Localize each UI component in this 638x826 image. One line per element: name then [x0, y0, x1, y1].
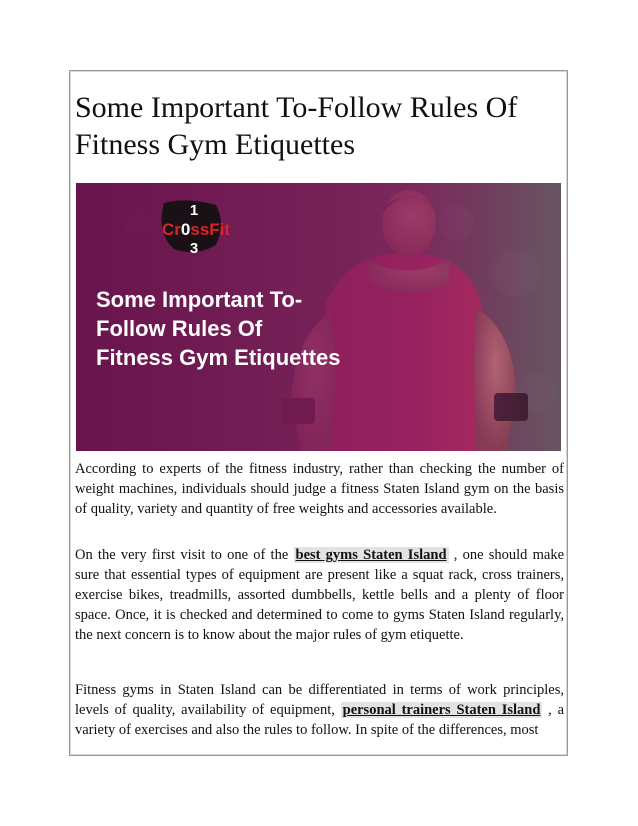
paragraph-2-text-before: On the very first visit to one of the: [75, 547, 294, 563]
logo-cross: Cr: [162, 220, 181, 239]
hero-heading-line2: Follow Rules Of: [96, 316, 263, 341]
hero-illustration: [76, 183, 561, 451]
paragraph-3-text-after: , a variety of exercises and also the rules to follow. In spite of the differences, most: [75, 702, 565, 738]
paragraph-2: [75, 545, 564, 645]
document-page: [69, 70, 568, 756]
paragraph-1: According to experts of the fitness industry, rather than checking the number of weight machines, individuals should judge a fitness Staten Island gym on the basis of quality, variety and quantity of free weights and accessories available.: [75, 461, 564, 517]
paragraph-3-text-before: Fitness gyms in Staten Island can be differentiated in terms of work principles, levels of quality, availability of equipment,: [75, 682, 564, 718]
paragraph-2-text-after: , one should make sure that essential types of equipment are present like a squat rack, cross trainers, exercise bikes, treadmills, assorted dumbbells, kettle bells and a plenty of floor space. Once, it is checked and determined to come to gyms Staten Island regularly, the next concern is to know about the major rules of gym etiquette.: [75, 547, 565, 643]
logo-number-bottom: 3: [189, 240, 199, 257]
logo-ssfit: ssFit: [190, 220, 231, 239]
hero-heading-line3: Fitness Gym Etiquettes: [96, 345, 341, 370]
hero-heading-line1: Some Important To-: [96, 287, 303, 312]
personal-trainers-link[interactable]: personal trainers Staten Island: [342, 702, 541, 718]
hero-image: [76, 183, 561, 451]
page-title: Some Important To-Follow Rules Of Fitness Gym Etiquettes: [75, 91, 518, 161]
best-gyms-link[interactable]: best gyms Staten Island: [295, 547, 447, 563]
paragraph-3: [75, 680, 564, 740]
logo-number-top: 1: [189, 202, 199, 219]
svg-text:Cr0ssFit: [162, 220, 230, 239]
logo-zero: 0: [180, 220, 191, 239]
